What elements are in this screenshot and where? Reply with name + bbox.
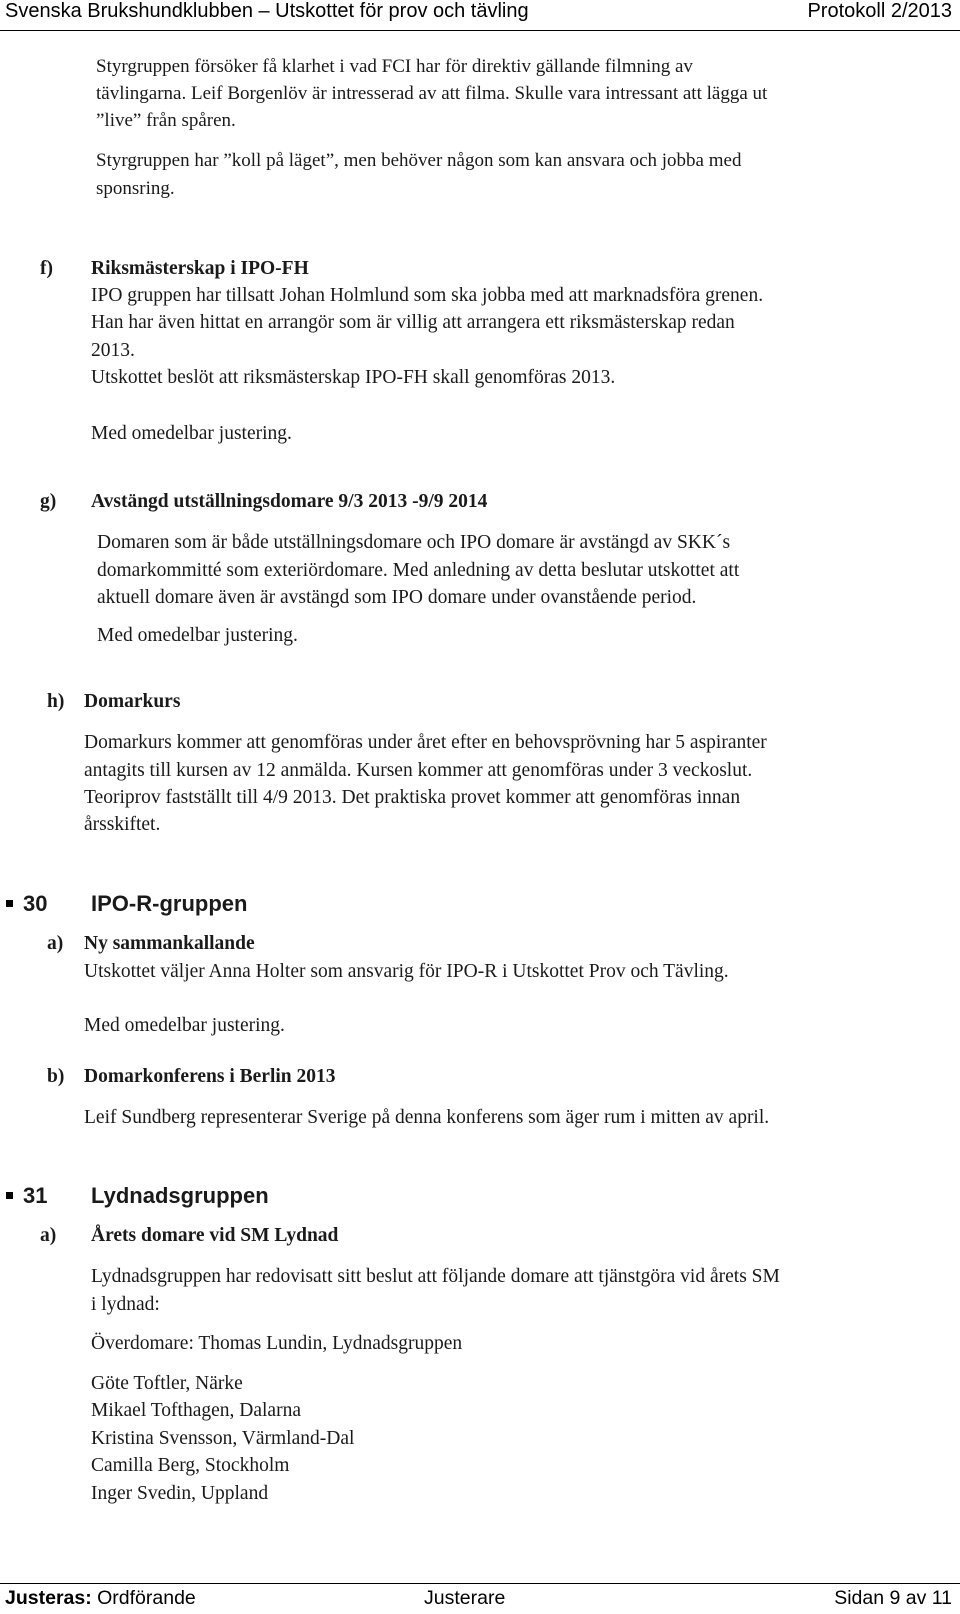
page-footer xyxy=(0,1583,960,1614)
footer-justeras xyxy=(5,1587,196,1610)
intro-line-1: Styrgruppen försöker få klarhet i vad FCI har för direktiv gällande filmning av xyxy=(96,56,693,77)
item-f-line-2: Han har även hittat en arrangör som är villig att arrangera ett riksmästerskap redan xyxy=(91,312,735,333)
item-g-title: Avstängd utställningsdomare 9/3 2013 -9/9 2014 xyxy=(91,491,488,512)
section-31-a-line-2: i lydnad: xyxy=(91,1294,160,1315)
section-30-b-title: Domarkonferens i Berlin 2013 xyxy=(84,1066,336,1087)
item-g-letter: g) xyxy=(40,491,57,512)
item-g-line-1: Domaren som är både utställningsdomare och IPO domare är avstängd av SKK´s xyxy=(97,532,731,553)
footer-page-number: Sidan 9 av 11 xyxy=(834,1587,952,1609)
item-f-line-4: Utskottet beslöt att riksmästerskap IPO-FH skall genomföras 2013. xyxy=(91,367,616,388)
section-31-a-line-1: Lydnadsgruppen har redovisatt sitt beslut att följande domare att tjänstgöra vid årets SM xyxy=(91,1266,780,1287)
item-f-line-1: IPO gruppen har tillsatt Johan Holmlund som ska jobba med att marknadsföra grenen. xyxy=(91,285,764,306)
section-30-bullet-icon xyxy=(6,900,13,907)
intro-line-5: sponsring. xyxy=(96,178,175,199)
item-g-line-3: aktuell domare även är avstängd som IPO domare under ovanstående period. xyxy=(97,587,697,608)
section-30-a-note: Med omedelbar justering. xyxy=(84,1015,285,1036)
section-30-a-title: Ny sammankallande xyxy=(84,933,255,954)
section-31-a-head-judge: Överdomare: Thomas Lundin, Lydnadsgruppen xyxy=(91,1333,463,1354)
footer-justeras-label: Justeras: xyxy=(5,1587,92,1609)
item-g-line-2: domarkommitté som exteriördomare. Med anledning av detta beslutar utskottet att xyxy=(97,560,740,581)
item-g-note: Med omedelbar justering. xyxy=(97,625,298,646)
section-30-number: 30 xyxy=(23,891,48,916)
intro-line-2: tävlingarna. Leif Borgenlöv är intresserad av att filma. Skulle vara intressant att lägga ut xyxy=(96,83,768,104)
item-h-letter: h) xyxy=(47,691,65,712)
footer-ordforande: Ordförande xyxy=(91,1587,196,1609)
item-h-line-3: Teoriprov fastställt till 4/9 2013. Det praktiska provet kommer att genomföras innan xyxy=(84,787,741,808)
intro-line-3: ”live” från spåren. xyxy=(96,110,236,131)
section-31-a-title: Årets domare vid SM Lydnad xyxy=(91,1225,339,1246)
section-30-b-letter: b) xyxy=(47,1066,65,1087)
header-protocol: Protokoll 2/2013 xyxy=(807,0,952,22)
item-f-note: Med omedelbar justering. xyxy=(91,423,292,444)
section-30-a-letter: a) xyxy=(47,933,64,954)
footer-justerare: Justerare xyxy=(424,1587,506,1609)
intro-line-4: Styrgruppen har ”koll på läget”, men behöver någon som kan ansvara och jobba med xyxy=(96,150,742,171)
item-h-line-1: Domarkurs kommer att genomföras under året efter en behovsprövning har 5 aspiranter xyxy=(84,732,767,753)
judge-list-item: Göte Toftler, Närke xyxy=(91,1373,243,1394)
section-30-title: IPO-R-gruppen xyxy=(91,891,248,916)
item-h-title: Domarkurs xyxy=(84,691,181,712)
section-31-title: Lydnadsgruppen xyxy=(91,1183,269,1208)
header-organization: Svenska Brukshundklubben – Utskottet för prov och tävling xyxy=(5,0,529,22)
judge-list-item: Mikael Tofthagen, Dalarna xyxy=(91,1400,301,1421)
section-30-a-text: Utskottet väljer Anna Holter som ansvarig för IPO-R i Utskottet Prov och Tävling. xyxy=(84,961,729,982)
section-31-bullet-icon xyxy=(6,1192,13,1199)
item-f-title: Riksmästerskap i IPO-FH xyxy=(91,258,309,279)
item-h-line-2: antagits till kursen av 12 anmälda. Kursen kommer att genomföras under 3 veckoslut. xyxy=(84,760,753,781)
judge-list-item: Camilla Berg, Stockholm xyxy=(91,1455,290,1476)
page-header xyxy=(0,0,960,31)
judge-list-item: Inger Svedin, Uppland xyxy=(91,1483,269,1504)
item-f-letter: f) xyxy=(40,258,53,279)
section-31-number: 31 xyxy=(23,1183,48,1208)
item-f-line-3: 2013. xyxy=(91,340,135,361)
section-31-a-letter: a) xyxy=(40,1225,57,1246)
judge-list-item: Kristina Svensson, Värmland-Dal xyxy=(91,1428,355,1449)
section-30-b-text: Leif Sundberg representerar Sverige på denna konferens som äger rum i mitten av april. xyxy=(84,1107,770,1128)
item-h-line-4: årsskiftet. xyxy=(84,814,161,835)
